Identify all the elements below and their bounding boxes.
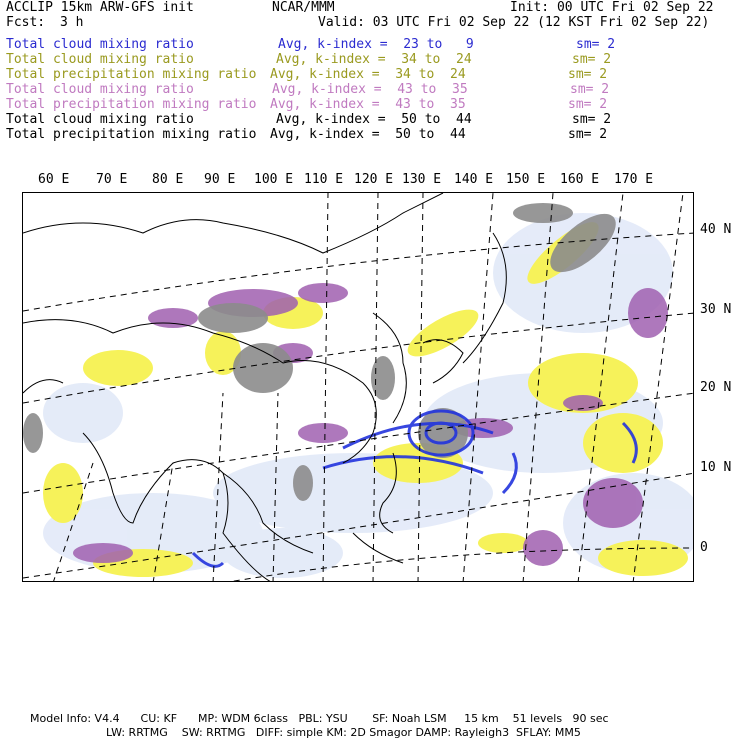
fcst-value: 3 h (60, 15, 84, 30)
model-info-line1: Model Info: V4.4 CU: KF MP: WDM 6class PBL: YSU SF: Noah LSM 15 km 51 levels 90 sec (30, 712, 609, 725)
field-name: Total cloud mixing ratio (6, 37, 194, 52)
field-name: Total precipitation mixing ratio (6, 127, 257, 142)
field-sm: sm= 2 (572, 52, 612, 67)
field-avg: Avg, k-index = 23 to 9 (278, 37, 474, 52)
field-sm: sm= 2 (572, 112, 612, 127)
field-name: Total cloud mixing ratio (6, 112, 194, 127)
plot-title: ACCLIP 15km ARW-GFS init (6, 0, 194, 15)
lat-label: 20 N (700, 380, 732, 395)
field-name: Total cloud mixing ratio (6, 82, 194, 97)
field-name: Total cloud mixing ratio (6, 52, 194, 67)
lon-label: 160 E (560, 172, 600, 187)
lon-label: 60 E (38, 172, 70, 187)
field-avg: Avg, k-index = 50 to 44 (276, 112, 472, 127)
lat-label: 0 (700, 540, 708, 555)
lon-label: 130 E (402, 172, 442, 187)
lon-label: 150 E (506, 172, 546, 187)
field-avg: Avg, k-index = 43 to 35 (270, 97, 466, 112)
map-canvas (23, 193, 694, 582)
lon-label: 100 E (254, 172, 294, 187)
lon-label: 90 E (204, 172, 236, 187)
field-sm: sm= 2 (570, 82, 610, 97)
lat-label: 40 N (700, 222, 732, 237)
lon-label: 80 E (152, 172, 184, 187)
field-sm: sm= 2 (568, 97, 608, 112)
field-name: Total precipitation mixing ratio (6, 67, 257, 82)
model-info-line2: LW: RRTMG SW: RRTMG DIFF: simple KM: 2D Smagor DAMP: Rayleigh3 SFLAY: MM5 (106, 726, 581, 739)
valid-time: Valid: 03 UTC Fri 02 Sep 22 (12 KST Fri 02 Sep 22) (318, 15, 710, 30)
field-sm: sm= 2 (568, 67, 608, 82)
lat-label: 30 N (700, 302, 732, 317)
lon-label: 140 E (454, 172, 494, 187)
org-label: NCAR/MMM (272, 0, 335, 15)
fcst-label: Fcst: (6, 15, 46, 30)
init-time: Init: 00 UTC Fri 02 Sep 22 (510, 0, 714, 15)
field-sm: sm= 2 (568, 127, 608, 142)
lon-label: 110 E (304, 172, 344, 187)
map-panel (22, 192, 694, 582)
field-name: Total precipitation mixing ratio (6, 97, 257, 112)
field-avg: Avg, k-index = 34 to 24 (276, 52, 472, 67)
field-avg: Avg, k-index = 34 to 24 (270, 67, 466, 82)
lon-label: 70 E (96, 172, 128, 187)
lat-label: 10 N (700, 460, 732, 475)
field-sm: sm= 2 (576, 37, 616, 52)
field-avg: Avg, k-index = 50 to 44 (270, 127, 466, 142)
field-avg: Avg, k-index = 43 to 35 (272, 82, 468, 97)
lon-label: 170 E (614, 172, 654, 187)
lon-label: 120 E (354, 172, 394, 187)
